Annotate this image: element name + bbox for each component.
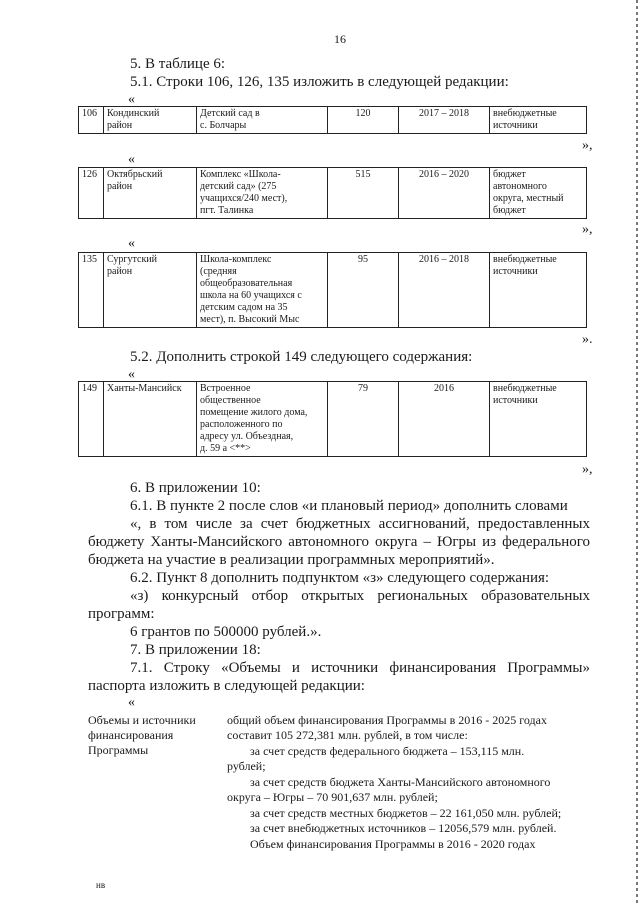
- section-5-1-text: 5.1. Строки 106, 126, 135 изложить в следующей редакции:: [130, 74, 509, 90]
- quote-close: »,: [582, 138, 593, 153]
- section-6-2-line1: «з) конкурсный отбор открытых региональных образовательных: [130, 588, 590, 604]
- quote-close: »,: [582, 222, 593, 237]
- capacity-cell: 95: [328, 253, 399, 328]
- source-cell: бюджет автономного округа, местный бюджет: [490, 168, 587, 219]
- quote-open: «: [128, 236, 135, 251]
- section-6-heading: 6. В приложении 10:: [130, 480, 261, 496]
- section-6-2-line2: программ:: [88, 606, 155, 622]
- district-cell: Сургутский район: [104, 253, 197, 328]
- section-7-heading: 7. В приложении 18:: [130, 642, 261, 658]
- finance-line-8: за счет внебюджетных источников – 12056,579 млн. рублей.: [250, 821, 557, 835]
- grants-text: 6 грантов по 500000 рублей.».: [130, 624, 322, 640]
- section-5-heading: 5. В таблице 6:: [130, 56, 226, 72]
- page-number: 16: [334, 32, 346, 46]
- object-cell: Комплекс «Школа- детский сад» (275 учащихся/240 мест), пгт. Талинка: [197, 168, 328, 219]
- row-number: 149: [79, 382, 104, 457]
- section-6-1-line3: бюджету Ханты-Мансийского автономного округа – Югры из федерального: [88, 534, 590, 550]
- capacity-cell: 79: [328, 382, 399, 457]
- finance-line-3: за счет средств федерального бюджета – 153,115 млн.: [250, 744, 525, 758]
- row-number: 106: [79, 107, 104, 134]
- finance-line-2: составит 105 272,381 млн. рублей, в том числе:: [227, 728, 468, 742]
- finance-line-1: общий объем финансирования Программы в 2016 - 2025 годах: [227, 713, 547, 727]
- capacity-cell: 515: [328, 168, 399, 219]
- district-cell: Кондинский район: [104, 107, 197, 134]
- finance-label: Объемы и источники финансирования Программы: [88, 713, 196, 757]
- years-cell: 2016 – 2020: [399, 168, 490, 219]
- object-cell: Детский сад в с. Болчары: [197, 107, 328, 134]
- table-row-126: [78, 167, 587, 219]
- capacity-cell: 120: [328, 107, 399, 134]
- finance-line-4: рублей;: [227, 759, 266, 773]
- footer-initials: нв: [96, 880, 106, 890]
- years-cell: 2017 – 2018: [399, 107, 490, 134]
- section-5-2-text: 5.2. Дополнить строкой 149 следующего содержания:: [130, 349, 473, 365]
- quote-open: «: [128, 367, 135, 382]
- source-cell: внебюджетные источники: [490, 382, 587, 457]
- quote-open: «: [128, 695, 135, 710]
- district-cell: Ханты-Мансийск: [104, 382, 197, 457]
- years-cell: 2016 – 2018: [399, 253, 490, 328]
- quote-close: »,: [582, 462, 593, 477]
- finance-line-7: за счет средств местных бюджетов – 22 161,050 млн. рублей;: [250, 806, 562, 820]
- source-cell: внебюджетные источники: [490, 107, 587, 134]
- quote-close: ».: [582, 332, 593, 347]
- table-row-106: [78, 106, 587, 134]
- object-cell: Школа-комплекс (средняя общеобразовательная школа на 60 учащихся с детским садом на 35 мест), п. Высокий Мыс: [197, 253, 328, 328]
- quote-open: «: [128, 92, 135, 107]
- section-6-1-line1: 6.1. В пункте 2 после слов «и плановый период» дополнить словами: [130, 498, 568, 514]
- scan-edge: [636, 0, 638, 905]
- finance-line-6: округа – Югры – 70 901,637 млн. рублей;: [227, 790, 438, 804]
- section-7-1-line2: паспорта изложить в следующей редакции:: [88, 678, 365, 694]
- finance-line-5: за счет средств бюджета Ханты-Мансийского автономного: [250, 775, 551, 789]
- section-6-2-text: 6.2. Пункт 8 дополнить подпунктом «з» следующего содержания:: [130, 570, 550, 586]
- section-7-1-line1: 7.1. Строку «Объемы и источники финансирования Программы»: [130, 660, 590, 676]
- quote-open: «: [128, 152, 135, 167]
- section-6-1-line4: бюджета на участие в реализации программных мероприятий».: [88, 552, 495, 568]
- table-row-135: [78, 252, 587, 328]
- section-6-1-line2: «, в том числе за счет бюджетных ассигнований, предоставленных: [130, 516, 590, 532]
- finance-line-9: Объем финансирования Программы в 2016 - 2020 годах: [250, 837, 536, 851]
- source-cell: внебюджетные источники: [490, 253, 587, 328]
- table-row-149: [78, 381, 587, 457]
- row-number: 126: [79, 168, 104, 219]
- district-cell: Октябрьский район: [104, 168, 197, 219]
- row-number: 135: [79, 253, 104, 328]
- years-cell: 2016: [399, 382, 490, 457]
- object-cell: Встроенное общественное помещение жилого дома, расположенного по адресу ул. Объездная, д. 59 а <**>: [197, 382, 328, 457]
